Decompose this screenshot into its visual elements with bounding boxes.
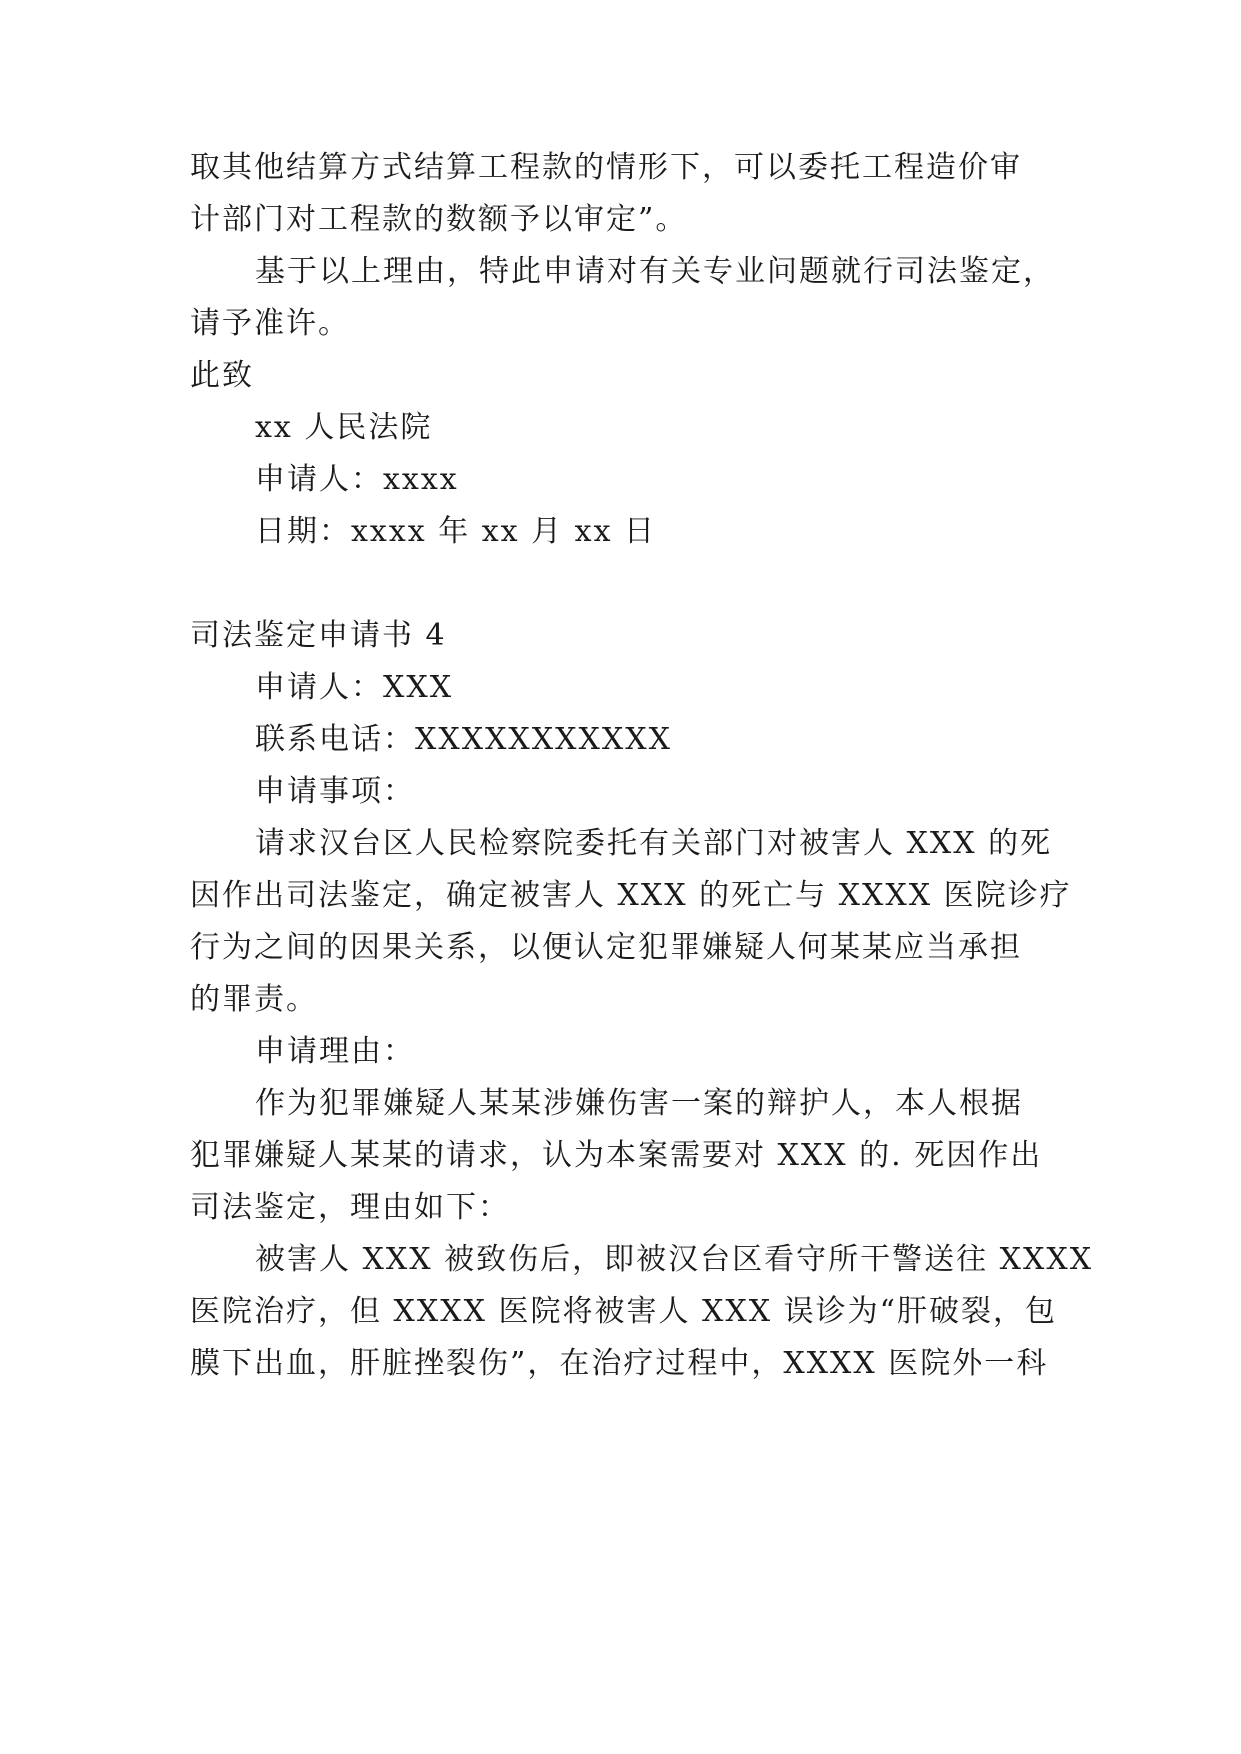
paragraph-1-line-2: 计部门对工程款的数额予以审定”。 <box>190 202 688 237</box>
closing-salutation: 此致 <box>190 358 254 393</box>
reason-2-line-3: 膜下出血，肝脏挫裂伤”，在治疗过程中，XXXX 医院外一科 <box>190 1346 1049 1381</box>
court-name: xx 人民法院 <box>255 410 433 445</box>
applicant-line: 申请人：XXX <box>255 670 454 705</box>
reason-1-line-3: 司法鉴定，理由如下： <box>190 1190 510 1225</box>
reason-1-line-1: 作为犯罪嫌疑人某某涉嫌伤害一案的辩护人，本人根据 <box>255 1086 1023 1121</box>
matter-line-3: 行为之间的因果关系，以便认定犯罪嫌疑人何某某应当承担 <box>190 930 1022 965</box>
matter-line-2: 因作出司法鉴定，确定被害人 XXX 的死亡与 XXXX 医院诊疗 <box>190 878 1072 913</box>
applicant-signature: 申请人：xxxx <box>255 462 459 497</box>
paragraph-2-line-2: 请予准许。 <box>190 306 350 341</box>
matter-line-1: 请求汉台区人民检察院委托有关部门对被害人 XXX 的死 <box>255 826 1053 861</box>
reason-2-line-2: 医院治疗，但 XXXX 医院将被害人 XXX 误诊为“肝破裂，包 <box>190 1294 1057 1329</box>
phone-line: 联系电话：XXXXXXXXXXX <box>255 722 672 757</box>
reason-1-line-2: 犯罪嫌疑人某某的请求，认为本案需要对 XXX 的. 死因作出 <box>190 1138 1043 1173</box>
section-title: 司法鉴定申请书 4 <box>190 618 447 653</box>
matter-heading: 申请事项： <box>255 774 415 809</box>
reason-heading: 申请理由： <box>255 1034 415 1069</box>
signature-date: 日期：xxxx 年 xx 月 xx 日 <box>255 514 657 549</box>
paragraph-1-line-1: 取其他结算方式结算工程款的情形下，可以委托工程造价审 <box>190 150 1022 185</box>
paragraph-2-line-1: 基于以上理由，特此申请对有关专业问题就行司法鉴定， <box>255 254 1055 289</box>
matter-line-4: 的罪责。 <box>190 982 318 1017</box>
reason-2-line-1: 被害人 XXX 被致伤后，即被汉台区看守所干警送往 XXXX <box>255 1242 1094 1277</box>
